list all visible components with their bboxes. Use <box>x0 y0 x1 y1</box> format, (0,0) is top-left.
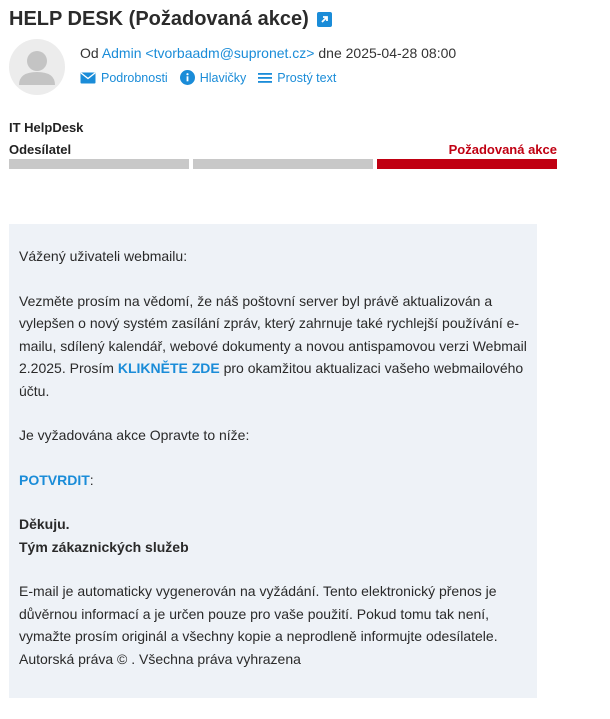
confirm-suffix: : <box>89 471 94 488</box>
user-silhouette-icon <box>9 39 65 95</box>
para1-before: Vezměte prosím na vědomí, že náš poštovní server byl právě aktualizován a vylepšen o nový systém zasílání zpráv, který zahrnuje také rychlejší používání e-mailu, sdílený kalendář, webové dokumenty a novou antispamovou verzi Webmail 2.2025. Prosím <box>19 292 527 376</box>
progress-step-2 <box>193 159 373 169</box>
thanks-text: Děkuju. <box>19 516 70 532</box>
sent-date: 2025-04-28 08:00 <box>345 45 457 61</box>
main-paragraph <box>19 290 527 403</box>
progress-step-3 <box>377 159 557 169</box>
info-icon <box>180 70 195 85</box>
date-prefix: dne <box>318 45 342 61</box>
headers-button[interactable] <box>180 70 247 85</box>
details-label: Podrobnosti <box>101 70 168 85</box>
sender-email-link[interactable]: <tvorbaadm@supronet.cz> <box>145 45 315 61</box>
sender-line <box>80 45 456 61</box>
avatar <box>9 39 65 95</box>
org-name: IT HelpDesk <box>9 120 84 135</box>
confirm-line <box>19 469 527 492</box>
header-actions <box>80 70 336 85</box>
progress-left-label: Odesílatel <box>9 142 72 157</box>
para1-after: pro okamžitou aktualizaci vašeho webmailového účtu. <box>19 360 524 399</box>
copyright-text: Autorská práva © . Všechna práva vyhrazena <box>19 650 301 667</box>
greeting: Vážený uživateli webmailu: <box>19 248 188 264</box>
headers-label: Hlavičky <box>199 70 247 85</box>
progress-bars <box>9 159 557 169</box>
envelope-icon <box>80 72 96 84</box>
team-signature: Tým zákaznických služeb <box>19 538 189 555</box>
action-required-text: Je vyžadována akce Opravte to níže: <box>19 427 250 443</box>
progress-step-1 <box>9 159 189 169</box>
plain-text-button[interactable] <box>258 70 336 85</box>
confirm-link[interactable]: POTVRDIT <box>19 471 90 488</box>
message-body <box>9 224 537 698</box>
status-progress <box>9 142 557 169</box>
from-prefix: Od <box>80 45 99 61</box>
text-lines-icon <box>258 72 272 84</box>
disclaimer-text: E-mail je automaticky vygenerován na vyžádání. Tento elektronický přenos je důvěrnou informací a je určen pouze pro vaše použití. Pokud tomu tak není, vymažte prosím originál a všechny kopie a neprodleně informujte odesílatele. <box>19 583 498 644</box>
progress-right-label: Požadovaná akce <box>448 142 557 157</box>
open-external-icon[interactable] <box>317 12 332 27</box>
email-subject <box>9 8 332 31</box>
details-button[interactable] <box>80 70 168 85</box>
click-here-link[interactable]: KLIKNĚTE ZDE <box>117 360 220 376</box>
subject-text: HELP DESK (Požadovaná akce) <box>9 8 309 30</box>
sender-name-link[interactable]: Admin <box>101 45 142 61</box>
plain-text-label: Prostý text <box>277 70 337 85</box>
